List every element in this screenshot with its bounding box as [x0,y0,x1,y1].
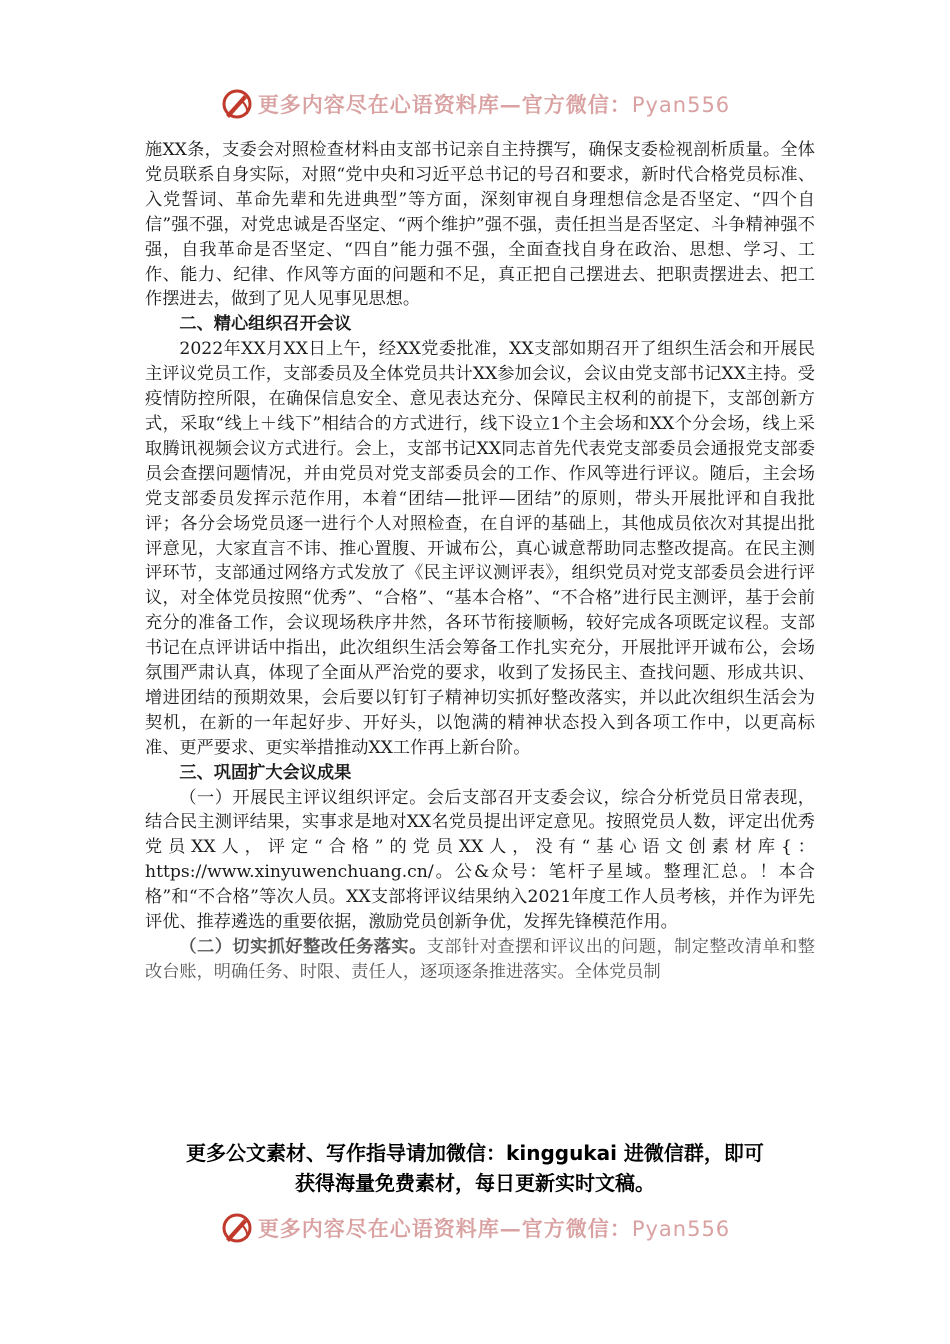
section-heading: 三、巩固扩大会议成果 [179,762,352,783]
subsection-heading: （二）切实抓好整改任务落实。 [179,937,427,957]
section-heading: 二、精心组织召开会议 [179,314,352,335]
banner-text: 更多内容尽在心语资料库—官方微信：Pyan556 [257,92,731,117]
pen-logo-icon [220,1211,254,1245]
promo-line: 更多公文素材、写作指导请加微信：kinggukai 进微信群，即可 [186,1141,764,1165]
pen-logo-icon [220,87,254,121]
footer-banner [0,1208,950,1248]
document-body [145,138,815,985]
paragraph: （二）切实抓好整改任务落实。支部针对查摆和评议出的问题，制定整改清单和整改台账，明确任务、时限、责任人，逐项逐条推进落实。全体党员制 [145,937,815,982]
paragraph: 2022年XX月XX日上午，经XX党委批准，XX支部如期召开了组织生活会和开展民主评议党员工作，支部委员及全体党员共计XX参加会议，会议由党支部书记XX主持。受疫情防控所限，在确保信息安全、意见表达充分、保障民主权利的前提下，支部创新方式，采取“线上＋线下”相结合的方式进行，线下设立1个主会场和XX个分会场，线上采取腾讯视频会议方式进行。会上，支部书记XX同志首先代表党支部委员会通报党支部委员会查摆问题情况，并由党员对党支部委员会的工作、作风等进行评议。随后，主会场党支部委员发挥示范作用，本着“团结—批评—团结”的原则，带头开展批评和自我批评；各分会场党员逐一进行个人对照检查，在自评的基础上，其他成员依次对其提出批评意见，大家直言不讳、推心置腹、开诚布公，真心诚意帮助同志整改提高。在民主测评环节，支部通过网络方式发放了《民主评议测评表》，组织党员对党支部委员会进行评议，对全体党员按照“优秀”、“合格”、“基本合格”、“不合格”进行民主测评，基于会前充分的准备工作，会议现场秩序井然，各环节衔接顺畅，较好完成各项既定议程。支部书记在点评讲话中指出，此次组织生活会筹备工作扎实充分，开展批评开诚布公，会场氛围严肃认真，体现了全面从严治党的要求，收到了发扬民主、查找问题、形成共识、增进团结的预期效果，会后要以钉钉子精神切实抓好整改落实，并以此次组织生活会为契机，在新的一年起好步、开好头，以饱满的精神状态投入到各项工作中，以更高标准、更严要求、更实举措推动XX工作再上新台阶。 [145,339,815,758]
promo-line: 获得海量免费素材，每日更新实时文稿。 [295,1171,655,1195]
promo-text [95,1138,855,1198]
banner-text: 更多内容尽在心语资料库—官方微信：Pyan556 [257,1216,731,1241]
paragraph: （一）开展民主评议组织评定。会后支部召开支委会议，综合分析党员日常表现，结合民主测评结果，实事求是地对XX名党员提出评定意见。按照党员人数，评定出优秀党员XX人，评定“合格”的党员XX人，没有“基心语文创素材库{：https://www.xinyuwenchuang.cn/。公&众号：笔杆子星域。整理汇总。！本合格”和“不合格”等次人员。XX支部将评议结果纳入2021年度工作人员考核，并作为评先评优、推荐遴选的重要依据，激励党员创新争优，发挥先锋模范作用。 [145,787,815,933]
paragraph: 施XX条，支委会对照检查材料由支部书记亲自主持撰写，确保支委检视剖析质量。全体党员联系自身实际，对照“党中央和习近平总书记的号召和要求，新时代合格党员标准、入党誓词、革命先辈和先进典型”等方面，深刻审视自身理想信念是否坚定、“四个自信”强不强，对党忠诚是否坚定、“两个维护”强不强，责任担当是否坚定、斗争精神强不强，自我革命是否坚定、“四自”能力强不强，全面查找自身在政治、思想、学习、工作、能力、纪律、作风等方面的问题和不足，真正把自己摆进去、把职责摆进去、把工作摆进去，做到了见人见事见思想。 [145,140,815,310]
header-banner [0,84,950,124]
